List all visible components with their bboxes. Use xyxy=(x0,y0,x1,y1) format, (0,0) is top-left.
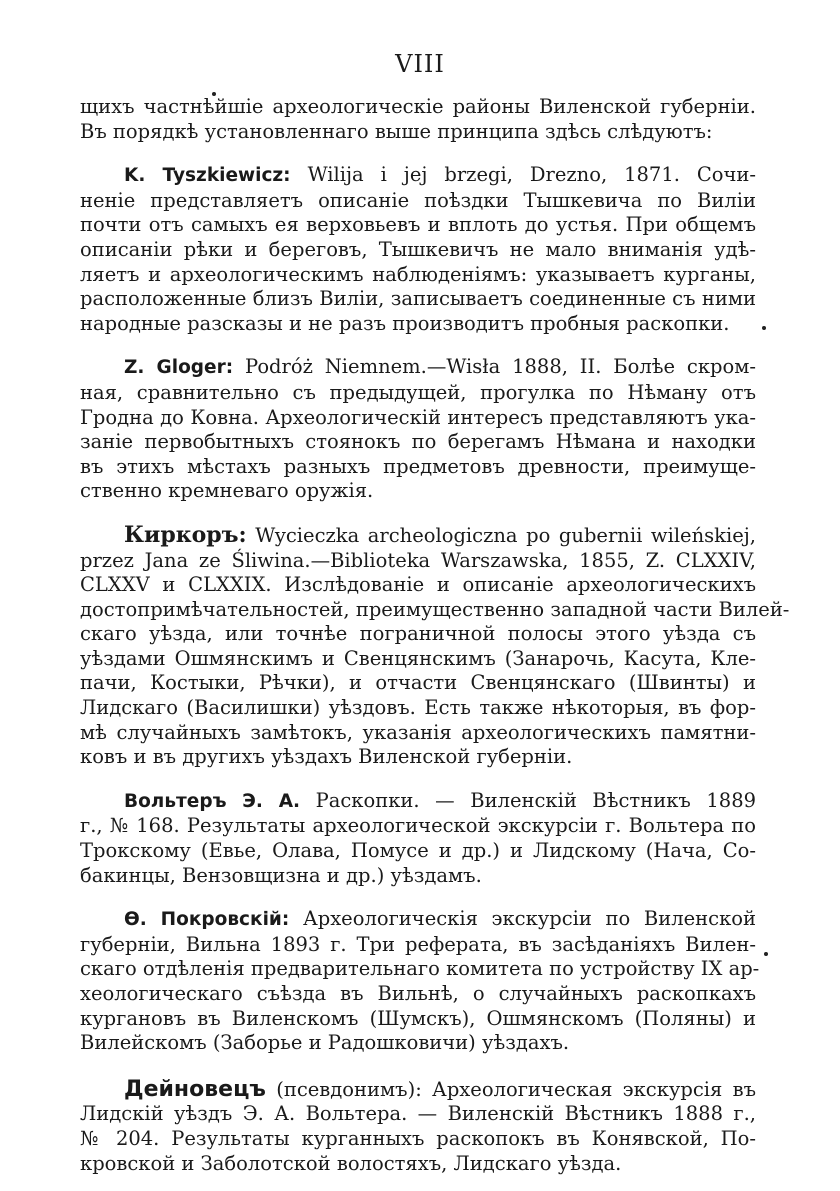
entry-volter xyxy=(80,789,756,888)
entry-author: Дейновецъ xyxy=(124,1076,266,1102)
entry-deinovets xyxy=(80,1078,756,1176)
body-text xyxy=(80,95,790,1176)
text-line: мѣ случайныхъ замѣтокъ, указанія археологическихъ памятни- xyxy=(80,720,756,744)
text-line: Археологическія экскурсіи по Виленской xyxy=(302,907,756,931)
text-line: заніе первобытныхъ стоянокъ по берегамъ Нѣмана и находки xyxy=(80,430,756,454)
text-line: (псевдонимъ): Археологическая экскурсія въ xyxy=(276,1077,756,1101)
text-line: CLXXV и CLXXIX. Изслѣдованіе и описаніе археологическихъ xyxy=(80,573,756,597)
intro-paragraph xyxy=(80,95,756,144)
entry-author: K. Tyszkiewicz: xyxy=(124,165,291,187)
text-line: скаго уѣзда, или точнѣе пограничной полосы этого уѣзда съ xyxy=(80,622,756,646)
text-line: народные разсказы и не разъ производитъ пробныя раскопки. xyxy=(80,311,730,335)
text-line: бакинцы, Вензовщизна и др.) уѣздамъ. xyxy=(80,863,482,887)
text-line: губерніи, Вильна 1893 г. Три реферата, въ засѣданіяхъ Вилен- xyxy=(80,932,756,956)
text-line: ственно кремневаго оружія. xyxy=(80,479,374,503)
text-line: Раскопки. — Виленскій Вѣстникъ 1889 xyxy=(315,788,757,812)
text-line: Wycieczka archeologiczna po gubernii wileńskiej, xyxy=(255,523,756,547)
ink-speck xyxy=(762,326,766,330)
text-line: достопримѣчательностей, преимущественно западной части Вилей- xyxy=(80,597,790,621)
text-line: расположенные близъ Виліи, записываетъ соединенные съ ними xyxy=(80,287,756,311)
text-line: ляетъ и археологическимъ наблюденіямъ: указываетъ курганы, xyxy=(80,262,756,286)
entry-author: Киркоръ: xyxy=(124,521,247,548)
text-line: Лидскаго (Василишки) уѣздовъ. Есть также нѣкоторыя, въ фор- xyxy=(80,696,756,720)
text-line: пачи, Костыки, Рѣчки), и отчасти Свенцянскаго (Швинты) и xyxy=(80,671,756,695)
text-line: ная, сравнительно съ предыдущей, прогулка по Нѣману отъ xyxy=(80,380,756,404)
text-line: Вилейскомъ (Заборье и Радошковичи) уѣздахъ. xyxy=(80,1031,570,1055)
text-line: описаніи рѣки и береговъ, Тышкевичъ не мало вниманія удѣ- xyxy=(80,237,756,261)
text-line: Лидскій уѣздъ Э. А. Вольтера. — Виленскій Вѣстникъ 1888 г., xyxy=(80,1102,756,1126)
text-line: Wilija i jej brzegi, Drezno, 1871. Сочи- xyxy=(307,163,757,187)
text-line: кровской и Заболотской волостяхъ, Лидскаго уѣзда. xyxy=(80,1151,622,1175)
text-line: przez Jana ze Śliwina.—Biblioteka Warszawska, 1855, Z. CLXXIV, xyxy=(80,548,756,572)
entry-author: Ѳ. Покровскій: xyxy=(124,909,290,931)
entry-gloger xyxy=(80,355,756,504)
text-line: уѣздами Ошмянскимъ и Свенцянскимъ (Занарочь, Касута, Кле- xyxy=(80,646,756,670)
text-line: г., № 168. Результаты археологической экскурсіи г. Вольтера по xyxy=(80,814,756,838)
entry-author: Z. Gloger: xyxy=(124,357,234,379)
text-line: щихъ частнѣйшіе археологическіе районы Виленской губерніи. xyxy=(80,95,756,118)
text-line: кургановъ въ Виленскомъ (Шумскъ), Ошмянскомъ (Поляны) и xyxy=(80,1006,756,1030)
text-line: № 204. Результаты курганныхъ раскопокъ въ Конявской, По- xyxy=(80,1126,756,1150)
text-line: скаго отдѣленія предварительнаго комитета по устройству IX ар- xyxy=(80,957,760,981)
entry-kirkor xyxy=(80,521,790,770)
text-line: неніе представляетъ описаніе поѣздки Тышкевича по Виліи xyxy=(80,188,756,212)
text-line: Гродна до Ковна. Археологическій интересъ представляютъ ука- xyxy=(80,405,756,429)
text-line: почти отъ самыхъ ея верховьевъ и вплоть до устья. При общемъ xyxy=(80,213,756,237)
text-line: Трокскому (Евье, Олава, Помусе и др.) и Лидскому (Нача, Со- xyxy=(80,839,756,863)
text-line: хеологическаго съѣзда въ Вильнѣ, о случайныхъ раскопкахъ xyxy=(80,982,756,1005)
entry-pokrovsky xyxy=(80,907,760,1056)
entry-tyszkiewicz xyxy=(80,163,756,336)
text-line: Въ порядкѣ установленнаго выше принципа здѣсь слѣдуютъ: xyxy=(80,119,713,143)
page-number: VIII xyxy=(395,50,445,78)
ink-speck xyxy=(764,952,768,956)
text-line: ковъ и въ другихъ уѣздахъ Виленской губерніи. xyxy=(80,745,573,769)
entry-author: Вольтеръ Э. А. xyxy=(124,790,301,812)
text-line: Podróż Niemnem.—Wisła 1888, II. Болѣе скром- xyxy=(244,355,756,379)
text-line: въ этихъ мѣстахъ разныхъ предметовъ древности, преимуще- xyxy=(80,454,756,478)
